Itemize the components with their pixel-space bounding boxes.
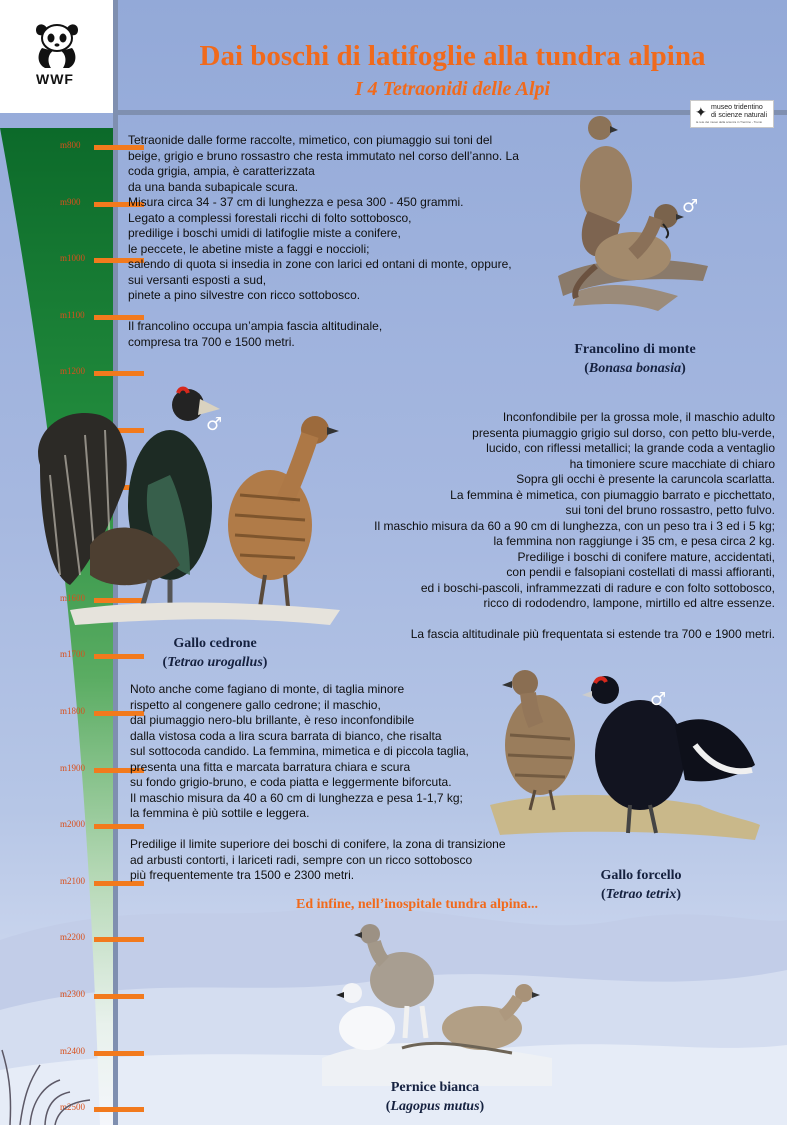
- altitude-tick-label: m1200: [60, 366, 86, 377]
- francolino-description-line: beige, grigio e bruno rossastro che resta immutato nel corso dell’anno. La: [128, 148, 519, 163]
- cedrone-description-line: con pendii e falsopiani costellati di massi affioranti,: [506, 565, 775, 579]
- altitude-tick: [60, 253, 115, 264]
- altitude-tick-label: m1900: [60, 762, 86, 773]
- francolino-description-line: predilige i boschi umidi di latifoglie miste a conifere,: [128, 226, 401, 240]
- altitude-tick-label: m2100: [60, 875, 86, 886]
- forcello-description-line: rispetto al congenere gallo cedrone; il maschio,: [130, 697, 381, 712]
- pernice-latin: Lagopus mutus: [390, 1099, 480, 1114]
- cedrone-description-line: Inconfondibile per la grossa mole, il maschio adulto: [502, 410, 775, 424]
- altitude-tick: [60, 819, 115, 830]
- francolino-name: Francolino di monte: [574, 342, 696, 357]
- forcello-illustration: [470, 655, 765, 855]
- altitude-tick-label: m800: [60, 140, 81, 150]
- altitude-tick: [60, 140, 115, 151]
- forcello-description-line: sul sottocoda candido. La femmina, mimetica e di piccola taglia,: [130, 744, 469, 758]
- museum-tagline: la rete dei musei della scienza in Trentino - Trento: [696, 120, 763, 124]
- francolino-description-line: compresa tra 700 e 1500 metri.: [128, 334, 295, 349]
- cedrone-latin-wrap: (Tetrao urogallus): [162, 655, 268, 670]
- forcello-latin-wrap: (Tetrao tetrix): [601, 887, 681, 902]
- francolino-description-line: sui versanti esposti a sud,: [128, 272, 267, 287]
- cedrone-illustration: [30, 375, 350, 630]
- poster-subtitle: I 4 Tetraonidi delle Alpi: [354, 78, 551, 100]
- altitude-tick: [60, 649, 115, 660]
- cedrone-latin: Tetrao urogallus: [167, 655, 263, 670]
- cedrone-description-line: ha timoniere scure macchiate di chiaro: [569, 456, 775, 471]
- forcello-description-line: su fondo grigio-bruno, e coda piatta e leggermente biforcuta.: [130, 775, 452, 789]
- altitude-tick-label: m1100: [60, 309, 85, 320]
- forcello-description-line: presenta una fitta e marcata barratura chiara e scura: [130, 759, 411, 774]
- altitude-tick-label: m1000: [60, 253, 86, 264]
- francolino-description-line: le peccete, le abetine miste a faggi e noccioli;: [128, 241, 370, 256]
- museum-name-line1: museo tridentino: [711, 104, 763, 111]
- forcello-description-line: la femmina è più sottile e leggera.: [130, 806, 310, 820]
- cedrone-description-line: sui toni del bruno rossastro, petto fulvo.: [565, 503, 775, 517]
- cedrone-description-line: Predilige i boschi di conifere mature, accidentati,: [517, 549, 775, 564]
- altitude-tick: [60, 706, 115, 717]
- pernice-illustration: [322, 918, 552, 1086]
- forcello-description-line: Noto anche come fagiano di monte, di taglia minore: [130, 682, 405, 696]
- altitude-tick: [60, 932, 115, 943]
- cedrone-description-line: Sopra gli occhi è presente la caruncola scarlatta.: [516, 472, 775, 486]
- cedrone-description-line: [330, 612, 775, 628]
- francolino-caption: [540, 340, 730, 378]
- altitude-tick-label: m1800: [60, 706, 86, 716]
- francolino-latin-wrap: (Bonasa bonasia): [584, 361, 686, 376]
- francolino-description: [128, 133, 548, 350]
- altitude-tick-mark: [94, 994, 144, 999]
- cedrone-description-line: ed i boschi-pascoli, inframmezzati di radure e con folto sottobosco,: [420, 580, 775, 595]
- cedrone-caption: [120, 634, 310, 672]
- museum-icon: ✦: [695, 104, 707, 120]
- francolino-description-line: Legato a complessi forestali ricchi di folto sottobosco,: [128, 210, 412, 225]
- pernice-latin-wrap: (Lagopus mutus): [385, 1099, 485, 1114]
- altitude-tick-label: m2200: [60, 932, 86, 943]
- altitude-tick: [60, 762, 115, 774]
- altitude-tick-label: m2500: [60, 1102, 86, 1113]
- altitude-tick: [60, 875, 115, 887]
- francolino-description-line: Il francolino occupa un’ampia fascia altitudinale,: [128, 319, 383, 333]
- pernice-name: Pernice bianca: [390, 1080, 480, 1095]
- forcello-description-line: Predilige il limite superiore dei boschi di conifere, la zona di transizione: [130, 837, 506, 851]
- forcello-description-line: più frequentemente tra 1500 e 2300 metri.: [130, 868, 355, 882]
- tundra-intro: Ed infine, nell’inospitale tundra alpina...: [296, 897, 538, 912]
- altitude-tick-label: m1700: [60, 649, 86, 660]
- poster-title: Dai boschi di latifoglie alla tundra alpina: [199, 40, 706, 72]
- altitude-tick-label: m2300: [60, 989, 86, 999]
- altitude-tick-label: m900: [60, 196, 81, 207]
- francolino-latin: Bonasa bonasia: [588, 361, 682, 376]
- cedrone-description-line: La femmina è mimetica, con piumaggio barrato e picchettato,: [450, 487, 775, 502]
- cedrone-description-line: lucido, con riflessi metallici; la grande coda a ventaglio: [486, 441, 775, 455]
- forcello-description-line: Il maschio misura da 40 a 60 cm di lunghezza e pesa 1-1,7 kg;: [130, 790, 463, 805]
- grass-decoration: [0, 1010, 120, 1125]
- francolino-description-line: Tetraonide dalle forme raccolte, mimetico, con piumaggio sui toni del: [128, 133, 493, 147]
- francolino-description-line: da una banda subapicale scura.: [128, 179, 299, 194]
- cedrone-description-line: presenta piumaggio grigio sul dorso, con petto blu-verde,: [472, 425, 775, 440]
- altitude-tick-label: m2000: [60, 819, 86, 830]
- francolino-description-line: salendo di quota si insedia in zone con larici ed ontani di monte, oppure,: [128, 257, 512, 271]
- pernice-caption: [340, 1078, 530, 1116]
- altitude-tick-mark: [94, 937, 144, 942]
- cedrone-name: Gallo cedrone: [173, 636, 257, 651]
- wwf-logo-text: WWF: [36, 71, 74, 87]
- forcello-description-line: dalla vistosa coda a lira scura barrata di bianco, che risalta: [130, 728, 442, 743]
- cedrone-description-line: la femmina non raggiunge i 35 cm, e pesa circa 2 kg.: [493, 534, 775, 548]
- wwf-logo: [0, 0, 113, 113]
- altitude-tick-label: m2400: [60, 1045, 86, 1056]
- forcello-name: Gallo forcello: [600, 868, 682, 883]
- cedrone-description: [330, 410, 775, 643]
- francolino-male-symbol: ♂: [682, 196, 699, 217]
- forcello-caption: [546, 866, 736, 904]
- francolino-description-line: pinete a pino silvestre con ricco sottobosco.: [128, 288, 361, 302]
- forcello-latin: Tetrao tetrix: [605, 887, 677, 902]
- forcello-description-line: dal piumaggio nero-blu brillante, è reso inconfondibile: [130, 713, 415, 727]
- forcello-description-line: ad arbusti contorti, i lariceti radi, sempre con un ricco sottobosco: [130, 852, 473, 867]
- francolino-description-line: coda grigia, ampia, è caratterizzata: [128, 164, 315, 178]
- altitude-tick: [60, 989, 115, 1000]
- altitude-tick-label: m1600: [60, 592, 86, 603]
- forcello-male-symbol: ♂: [650, 689, 667, 710]
- cedrone-description-line: Il maschio misura da 60 a 90 cm di lunghezza, con un peso tra i 3 ed i 5 kg;: [374, 518, 775, 533]
- cedrone-description-line: La fascia altitudinale più frequentata si estende tra 700 e 1900 metri.: [410, 627, 775, 641]
- cedrone-male-symbol: ♂: [206, 414, 223, 435]
- panda-icon: [33, 18, 79, 70]
- altitude-tick: [60, 196, 115, 208]
- altitude-tick: [60, 309, 115, 321]
- museum-name-line2: di scienze naturali: [711, 112, 768, 119]
- francolino-description-line: Misura circa 34 - 37 cm di lunghezza e pesa 300 - 450 grammi.: [128, 195, 464, 209]
- francolino-description-line: [128, 304, 548, 320]
- cedrone-description-line: ricco di rododendro, lampone, mirtillo ed altre essenze.: [483, 596, 775, 610]
